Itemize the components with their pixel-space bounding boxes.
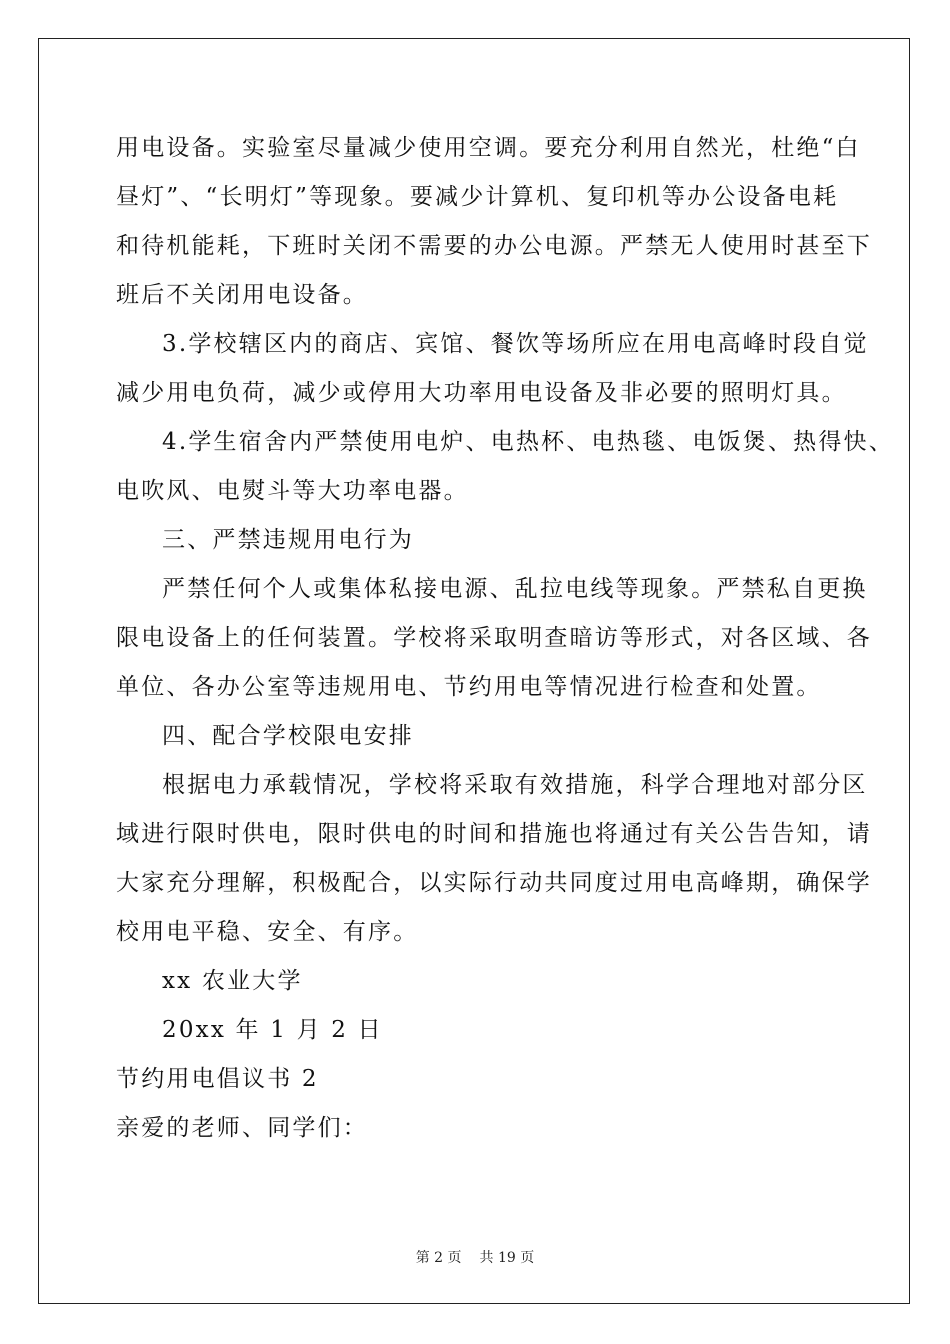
- salutation: 亲爱的老师、同学们：: [116, 1115, 368, 1141]
- signature-org: xx 农业大学: [162, 968, 303, 994]
- text-line: 限电设备上的任何装置。学校将采取明查暗访等形式，对各区域、各: [116, 625, 872, 651]
- text-line: 大家充分理解，积极配合，以实际行动共同度过用电高峰期，确保学: [116, 870, 872, 896]
- text-line: 域进行限时供电，限时供电的时间和措施也将通过有关公告告知，请: [116, 821, 872, 847]
- section-heading: 四、配合学校限电安排: [162, 723, 414, 749]
- text-line: 单位、各办公室等违规用电、节约用电等情况进行检查和处置。: [116, 674, 822, 700]
- text-line: 电吹风、电熨斗等大功率电器。: [116, 478, 469, 504]
- text-line: 校用电平稳、安全、有序。: [116, 919, 419, 945]
- text-line: 4.学生宿舍内严禁使用电炉、电热杯、电热毯、电饭煲、热得快、: [162, 429, 894, 455]
- text-line: 严禁任何个人或集体私接电源、乱拉电线等现象。严禁私自更换: [162, 576, 868, 602]
- document-body: [116, 124, 894, 1153]
- signature-date: 20xx 年 1 月 2 日: [162, 1017, 383, 1043]
- text-line: 和待机能耗，下班时关闭不需要的办公电源。严禁无人使用时甚至下: [116, 233, 872, 259]
- text-line: 用电设备。实验室尽量减少使用空调。要充分利用自然光，杜绝“白: [116, 135, 861, 161]
- text-line: 3.学校辖区内的商店、宾馆、餐饮等场所应在用电高峰时段自觉: [162, 331, 869, 357]
- section-heading: 三、严禁违规用电行为: [162, 527, 414, 553]
- text-line: 昼灯”、“长明灯”等现象。要减少计算机、复印机等办公设备电耗: [116, 184, 839, 210]
- text-line: 班后不关闭用电设备。: [116, 282, 368, 308]
- total-pages: 共 19 页: [479, 1250, 535, 1266]
- page-footer: [0, 1247, 950, 1267]
- text-line: 减少用电负荷，减少或停用大功率用电设备及非必要的照明灯具。: [116, 380, 847, 406]
- text-line: 根据电力承载情况，学校将采取有效措施，科学合理地对部分区: [162, 772, 868, 798]
- page-number: 第 2 页: [415, 1250, 462, 1266]
- document-title: 节约用电倡议书 2: [116, 1066, 319, 1092]
